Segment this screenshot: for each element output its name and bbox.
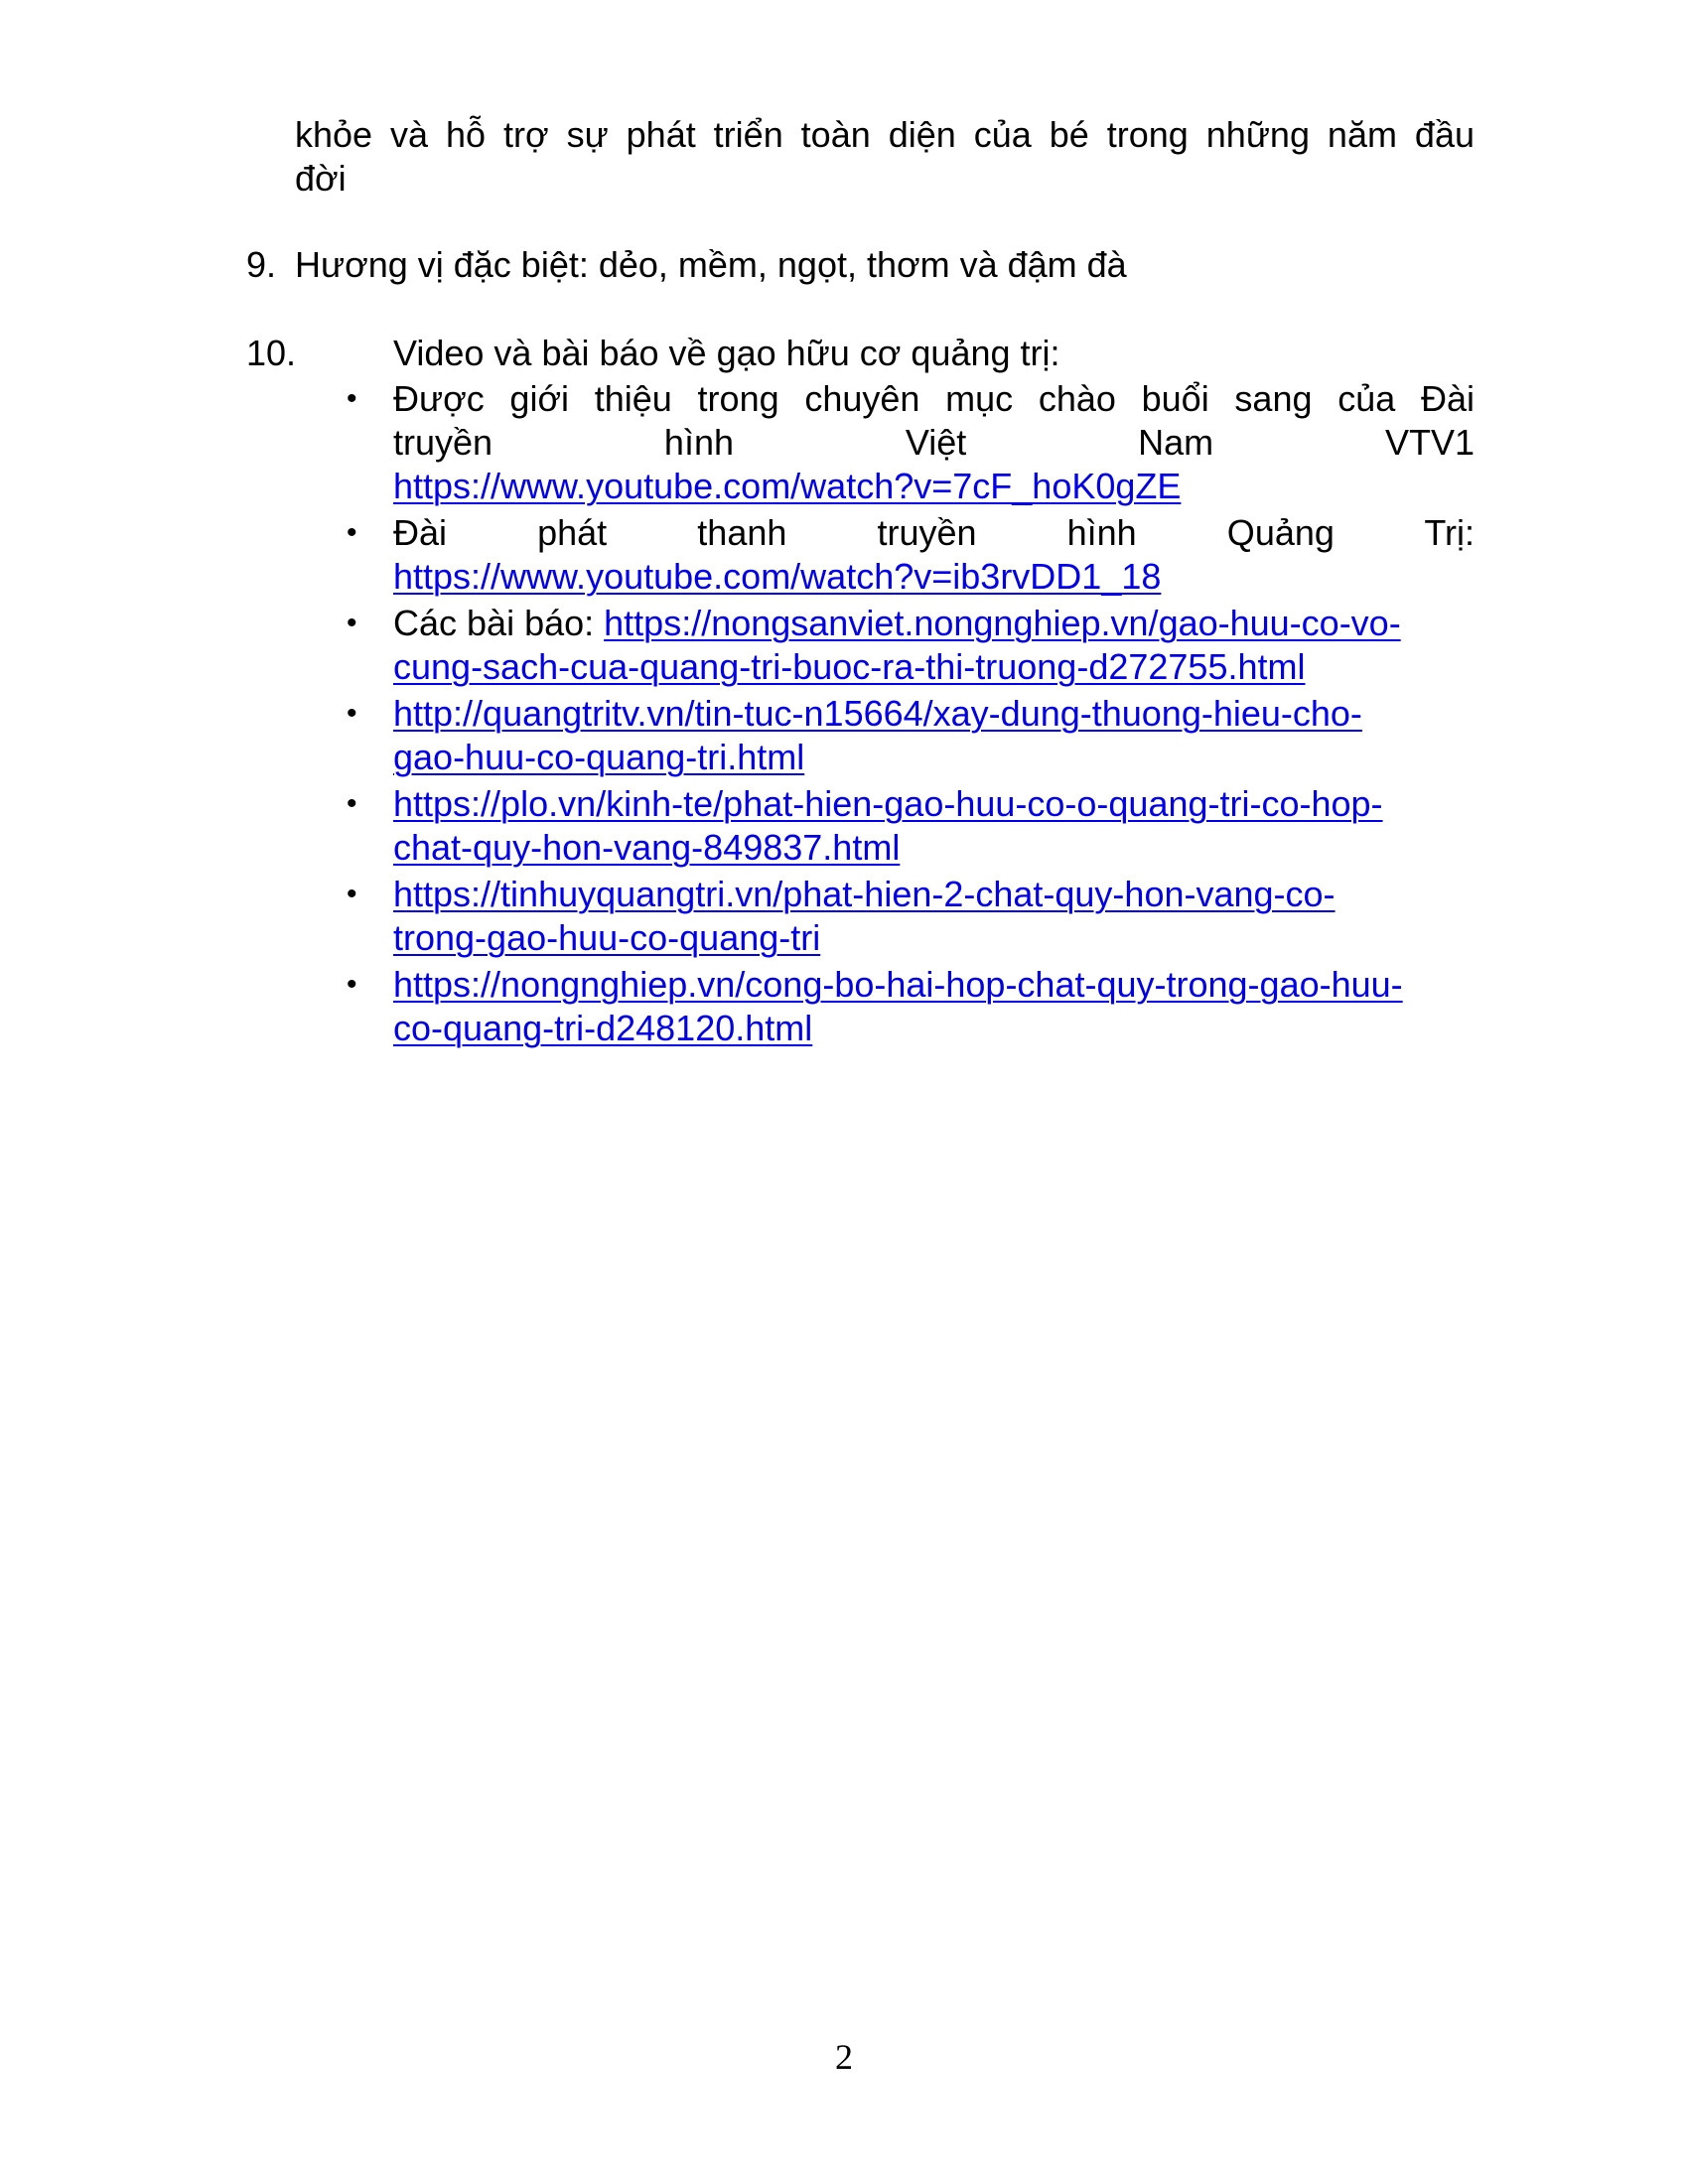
vtv1-video-link[interactable]: https://www.youtube.com/watch?v=7cF_hoK0gZE — [393, 466, 1182, 506]
article-link-3-continued[interactable]: chat-quy-hon-vang-849837.html — [393, 827, 901, 868]
item-10-text: Video và bài báo về gạo hữu cơ quảng trị: — [393, 333, 1060, 373]
bullet-dot: • — [347, 787, 357, 820]
bullet-dot: • — [347, 607, 357, 639]
quang-tri-tv-video-link[interactable]: https://www.youtube.com/watch?v=ib3rvDD1_18 — [393, 556, 1162, 597]
page-number: 2 — [835, 2037, 853, 2077]
article-link-2[interactable]: http://quangtritv.vn/tin-tuc-n15664/xay-dung-thuong-hieu-cho- — [393, 693, 1362, 734]
article-link-5[interactable]: https://nongnghiep.vn/cong-bo-hai-hop-chat-quy-trong-gao-huu- — [393, 964, 1403, 1005]
article-link-4-continued[interactable]: trong-gao-huu-co-quang-tri — [393, 917, 821, 958]
bullet-dot: • — [347, 878, 357, 910]
bullet-dot: • — [347, 697, 357, 730]
item-10-number: 10. — [246, 333, 297, 373]
article-link-1[interactable]: https://nongsanviet.nongnghiep.vn/gao-huu-co-vo- — [604, 603, 1401, 643]
bullet-dot: • — [347, 968, 357, 1001]
item-9-number: 9. — [246, 244, 277, 285]
continuation-line-2: đời — [295, 158, 347, 199]
article-link-2-continued[interactable]: gao-huu-co-quang-tri.html — [393, 737, 805, 777]
bullet-dot: • — [347, 516, 357, 549]
article-link-4[interactable]: https://tinhuyquangtri.vn/phat-hien-2-chat-quy-hon-vang-co- — [393, 874, 1336, 914]
article-link-5-continued[interactable]: co-quang-tri-d248120.html — [393, 1008, 813, 1048]
bullet-1-line-2: truyền hình Việt Nam VTV1 — [393, 422, 1475, 463]
article-link-1-continued[interactable]: cung-sach-cua-quang-tri-buoc-ra-thi-truong-d272755.html — [393, 646, 1306, 687]
item-9-text: Hương vị đặc biệt: dẻo, mềm, ngọt, thơm và đậm đà — [295, 244, 1127, 285]
article-link-3[interactable]: https://plo.vn/kinh-te/phat-hien-gao-huu-co-o-quang-tri-co-hop- — [393, 783, 1383, 824]
bullet-dot: • — [347, 382, 357, 415]
continuation-line-1: khỏe và hỗ trợ sự phát triển toàn diện của bé trong những năm đầu — [295, 114, 1475, 155]
articles-label: Các bài báo: — [393, 603, 605, 643]
bullet-2-line-1: Đài phát thanh truyền hình Quảng Trị: — [393, 512, 1475, 553]
bullet-1-line-1: Được giới thiệu trong chuyên mục chào buổi sang của Đài — [393, 378, 1475, 419]
